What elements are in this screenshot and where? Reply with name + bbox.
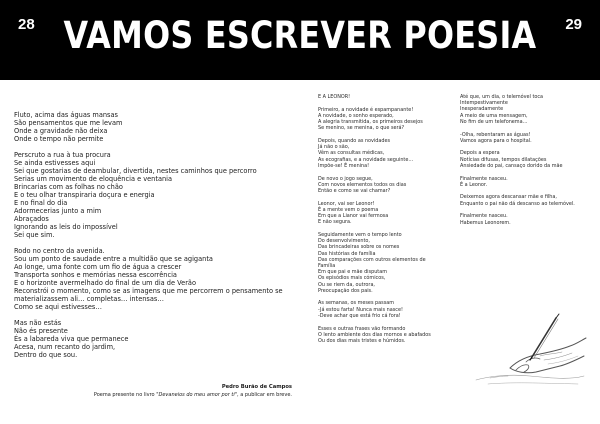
poem-stanza	[460, 94, 595, 125]
poem-line: E não segura.	[318, 219, 352, 226]
poem-line: E o teu olhar transpiraria doçura e energia	[14, 191, 155, 200]
right-page-number: 29	[565, 16, 582, 33]
poem-line: Rodo no centro da avenida.	[14, 247, 105, 256]
poem-line: Preocupação dos pais.	[318, 287, 373, 294]
poem-stanza	[14, 247, 299, 311]
poem-stanza	[318, 94, 453, 100]
poem-line: Até que, um dia, o telemóvel toca	[460, 94, 544, 100]
poem-line: Se ainda estivesses aqui	[14, 159, 96, 168]
poem-line: E A LEONOR!	[318, 94, 351, 100]
poem-line: Então e como se vai chamar?	[318, 187, 391, 194]
poem-line: Do desenvolvimento,	[318, 238, 370, 245]
poem-line: Onde a gravidade não deixa	[14, 127, 108, 136]
poem-line: Seguidamente vem o tempo lento	[318, 231, 402, 238]
poem-line: Adormecerias junto a mim	[14, 207, 102, 216]
poem-line: Inesperadamente	[460, 106, 504, 113]
poem-line: Dentro do que sou.	[14, 351, 78, 360]
poem-line: Sei que gostarias de deambular, divertida, nestes caminhos que percorro	[14, 167, 257, 176]
poem-line: Deixemos agora descansar mãe e filha,	[460, 194, 557, 201]
publication-note	[94, 392, 292, 398]
hand-writing-sketch-illustration	[470, 310, 588, 390]
poem-line: materializassem ali… completas… intensas…	[14, 295, 164, 304]
poem-line: Acesa, num recanto do jardim,	[14, 343, 116, 352]
poem-line: E o horizonte avermelhado do final de um dia de Verão	[14, 279, 196, 288]
poem-line: No fim de um telefonema…	[460, 118, 528, 125]
poem-line: E no final do dia	[14, 199, 68, 208]
poem-line: Fluto, acima das águas mansas	[14, 111, 118, 119]
poem-stanza	[318, 300, 453, 319]
poem-line: Finalmente nasceu.	[460, 213, 508, 220]
poem-stanza	[460, 132, 595, 144]
poem-line: Os episódios mais cómicos,	[318, 275, 386, 282]
poem-line: Em que pai e mãe disputam	[318, 269, 387, 276]
poem-line: Vamos agora para o hospital.	[460, 137, 532, 144]
poem-line: Reconstrói o momento, como se as imagens que me percorrem o pensamento se	[14, 287, 283, 296]
poem-line: Leonor, vai ser Leonor!	[318, 200, 375, 207]
poem-stanza	[14, 319, 299, 359]
poem-stanza	[14, 111, 299, 143]
poem-line: Abraçados	[14, 215, 49, 224]
poem-line: A meio de uma mensagem,	[460, 112, 528, 119]
poem-line: Depois, quando as novidades	[318, 138, 391, 145]
poem-stanza	[460, 176, 595, 188]
poem-line: Se menino, se menina, o que será?	[318, 125, 405, 132]
poem-stanza	[460, 213, 595, 225]
poem-line: Como se aqui estivesses…	[14, 303, 102, 312]
poem-line: É a mente vem o poema	[318, 206, 379, 213]
poem-line: Família	[318, 262, 336, 269]
poem-line: Em que a Lianor vai fermosa	[318, 213, 389, 220]
poem-line: Ao longe, uma fonte com um fio de água a crescer	[14, 263, 182, 272]
page-title: VAMOS ESCREVER POESIA	[63, 14, 537, 57]
poem-stanza	[14, 151, 299, 239]
note-book-title: "Devaneios do meu amor por ti"	[156, 392, 238, 398]
poem-line: Depois a espera	[460, 150, 500, 157]
poem-line: Serias um movimento de eloquência e ventania	[14, 175, 173, 184]
poem-line: Perscruto a rua à tua procura	[14, 151, 111, 160]
poem-line: O lento ambiente dos dias mornos e abafados	[318, 331, 431, 338]
poem-line: Vêm as consultas médicas,	[318, 150, 385, 157]
poem-line: Sei que sim.	[14, 231, 55, 240]
poem-line: A novidade, o sonho esperado,	[318, 112, 394, 119]
poem-middle-column	[318, 94, 453, 351]
poem-author: Pedro Burão de Campos	[221, 384, 292, 390]
poem-line: Intempestivamente	[460, 100, 508, 107]
poem-stanza	[460, 194, 595, 206]
poem-line: Enquanto o pai não dá descanso ao telemóvel.	[460, 200, 575, 207]
poem-line: Sou um ponto de saudade entre a multidão que se agiganta	[14, 255, 213, 264]
poem-line: A alegria transmitida, os primeiros desejos	[318, 119, 423, 126]
poem-line: -Olha, rebentaram as águas!	[460, 131, 531, 138]
poem-line: Já não o são,	[318, 144, 350, 151]
poem-stanza	[318, 107, 453, 132]
poem-stanza	[318, 232, 453, 294]
poem-stanza	[318, 176, 453, 195]
poem-line: Das comparações com outros elementos de	[318, 256, 426, 263]
poem-right-column	[460, 94, 595, 232]
poem-line: Onde o tempo não permite	[14, 135, 104, 144]
poem-line: Habemus Leonorem.	[460, 219, 511, 226]
poem-stanza	[318, 201, 453, 226]
poem-line: Ignorando as leis do impossível	[14, 223, 118, 232]
poem-line: Finalmente nasceu.	[460, 175, 508, 182]
left-page-number: 28	[18, 16, 35, 33]
poem-stanza	[318, 138, 453, 169]
poem-line: Impõe-se! É menina!	[318, 162, 370, 169]
poem-line: Das histórias de família	[318, 250, 376, 257]
note-suffix: , a publicar em breve.	[237, 392, 292, 398]
poem-line: Não és presente	[14, 327, 68, 336]
poem-line: Ansiedade do pai, cansaço dorido da mãe	[460, 162, 563, 169]
poem-line: -Já estou farta! Nunca mais nasce!	[318, 306, 403, 313]
poem-stanza	[460, 150, 595, 169]
poem-left-column	[14, 111, 299, 367]
poem-line: Ou se riem da, outrora,	[318, 281, 375, 288]
poem-line: As ecografias, e a novidade seguinte…	[318, 156, 414, 163]
poem-line: -Deve achar que está frio cá fora!	[318, 312, 401, 319]
poem-line: Brincarias com as folhas no chão	[14, 183, 123, 192]
poem-line: És a labareda viva que permanece	[14, 335, 129, 344]
poem-line: Das brincadeiras sobre os nomes	[318, 244, 400, 251]
poem-line: De novo o jogo segue,	[318, 175, 373, 182]
poem-line: Ou dos dias mais tristes e húmidos.	[318, 338, 406, 344]
poem-line: Primeiro, a novidade é espampanante!	[318, 106, 414, 113]
poem-stanza	[318, 326, 453, 345]
poem-line: Esses e outras frases vão formando	[318, 325, 406, 332]
poem-line: São pensamentos que me levam	[14, 119, 123, 128]
poem-line: É a Leonor.	[460, 181, 488, 188]
poem-line: Mas não estás	[14, 319, 62, 328]
note-prefix: Poema presente no livro	[93, 392, 157, 398]
page-header	[0, 0, 600, 80]
poem-line: Notícias difusas, tempos dilatações	[460, 156, 547, 163]
poem-line: Transporta sonhos e memórias nessa escorrência	[14, 271, 177, 280]
poem-line: As semanas, os meses passam	[318, 300, 395, 307]
poem-line: Com novos elementos todos os dias	[318, 181, 407, 188]
